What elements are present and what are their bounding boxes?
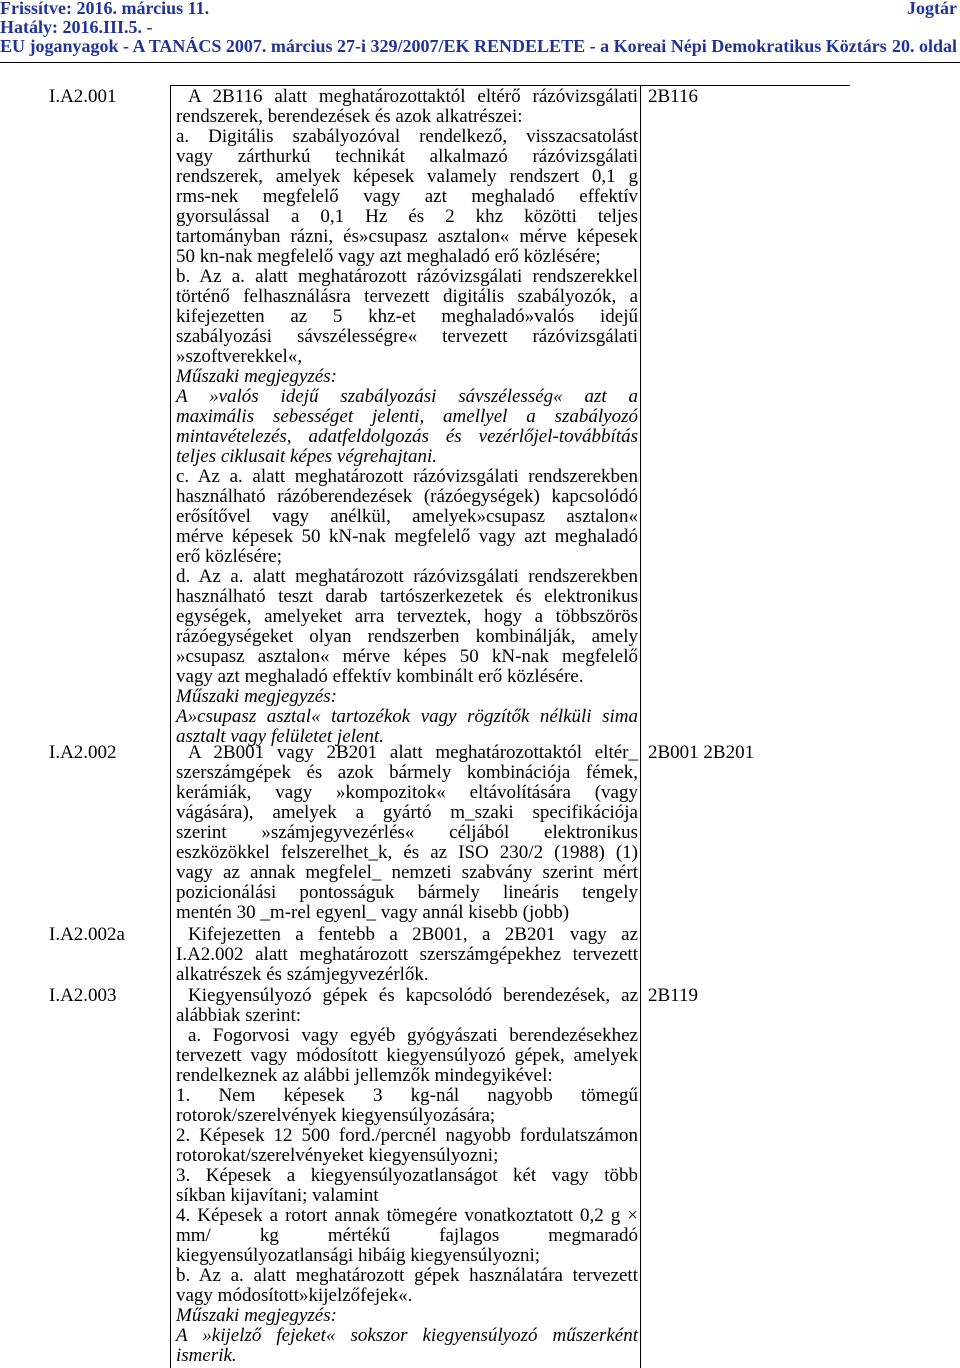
document-title: EU joganyagok - A TANÁCS 2007. március 27-i 329/2007/EK RENDELETE - a Koreai Népi Demokratikus Köztárs [0,37,887,56]
text-line: »szoftverekkel«, [176,346,303,367]
text-line: a. Digitális szabályozóval rendelkező, visszacsatolást [176,126,638,147]
paragraph [176,1266,638,1306]
paragraph [176,743,638,923]
entry-id: I.A2.002a [49,924,125,945]
related-code: 2B116 [648,86,698,107]
text-line: 1. Nem képesek 3 kg-nál nagyobb tömegű [176,1085,638,1106]
text-line: rms-nek megfelelő vagy azt meghaladó effektív [176,186,638,207]
paragraph [176,1206,638,1266]
entry-id: I.A2.003 [49,985,117,1006]
text-line: kiegyensúlyozatlansági hibáig kiegyensúlyozni; [176,1245,541,1266]
text-line: A »kijelző fejeket« sokszor kiegyensúlyozó műszerként [176,1325,638,1346]
text-line: erő közlésére; [176,546,283,567]
entry-id: I.A2.002 [49,742,117,763]
entry-text [176,743,638,923]
paragraph [176,87,638,127]
text-line: vagy azt meghaladó effektív kombinált erő közlésére. [176,666,584,687]
text-line: vagy az annak megfelel_ nemzeti szabvány szerint mért [176,862,638,883]
paragraph [176,1126,638,1166]
text-line: vágására), amelyek a gyártó m_szaki specifikációja [176,802,638,823]
text-line: tervezett vagy módosított kiegyensúlyozó gépek, amelyek [176,1045,638,1066]
text-line: A 2B001 vagy 2B201 alatt meghatározottaktól eltér_ [188,742,638,763]
text-line: 2. Képesek 12 500 ford./percnél nagyobb fordulatszámon [176,1125,638,1146]
paragraph [176,1026,638,1086]
text-line: b. Az a. alatt meghatározott gépek használatára tervezett [176,1265,638,1286]
text-line: tartományban rázni, és»csupasz asztalon« mérve képesek [176,226,638,247]
paragraph [176,267,638,367]
text-line: kifejezetten az 5 khz-et meghaladó»valós idejű [176,306,638,327]
text-line: szerszámgépek és azok bármely kombinációja fémek, [176,762,638,783]
text-line: A»csupasz asztal« tartozékok vagy rögzítők nélküli sima [176,706,638,727]
page-header [0,0,960,56]
text-line: használható rázóberendezések (rázóegységek) kapcsolódó [176,486,638,507]
paragraph [176,1166,638,1206]
text-line: ismerik. [176,1345,237,1366]
text-line: történő felhasználásra tervezett digitális szabályozók, a [176,286,638,307]
text-line: maximális sebességet jelenti, amellyel a szabályozó [176,406,638,427]
text-line: c. Az a. alatt meghatározott rázóvizsgálati rendszerekben [176,466,638,487]
header-divider [0,62,960,63]
paragraph [176,1086,638,1126]
page-number: 20. oldal [891,36,957,56]
text-line: a. Fogorvosi vagy egyéb gyógyászati berendezésekhez [188,1025,638,1046]
text-line: teljes ciklusait képes végrehajtani. [176,446,437,467]
entry-text [176,986,638,1366]
text-line: rázóegységeket olyan rendszerben kombinálják, amely [176,626,638,647]
paragraph [176,925,638,985]
text-line: 50 kn-nak megfelelő vagy azt meghaladó erő közlésére; [176,246,601,267]
text-line: rotorok/szerelvények kiegyensúlyozására; [176,1105,496,1126]
text-line: mm/ kg mértékű fajlagos megmaradó [176,1225,638,1246]
text-line: rendszerek, berendezések és azok alkatrészei: [176,106,523,127]
text-line: 4. Képesek a rotort annak tömegére vonatkoztatott 0,2 g × [176,1205,638,1226]
text-line: asztalt vagy felületet jelent. [176,726,384,747]
text-line: »csupasz asztalon« mérve képes 50 kN-nak megfelelő [176,646,638,667]
text-line: d. Az a. alatt meghatározott rázóvizsgálati rendszerekben [176,566,638,587]
technical-note [176,1326,638,1366]
text-line: alkatrészek és számjegyvezérlők. [176,964,429,985]
effective-date: Hatály: 2016.III.5. - [0,17,153,37]
technical-note-label [176,687,638,707]
header-row-updated [0,0,960,18]
technical-note [176,707,638,747]
text-line: Műszaki megjegyzés: [176,1305,337,1326]
paragraph [176,467,638,567]
entry-id: I.A2.001 [49,86,117,107]
publisher-name: Jogtár [907,0,957,18]
paragraph [176,986,638,1026]
text-line: Műszaki megjegyzés: [176,686,337,707]
text-line: vagy módosított»kijelzőfejek«. [176,1285,413,1306]
text-line: mérve képesek 50 kN-nak megfelelő vagy azt meghaladó [176,526,638,547]
header-row-effective [0,18,960,37]
text-line: kerámiák, vagy »kompozitok« eltávolítására (vagy [176,782,638,803]
text-line: b. Az a. alatt meghatározott rázóvizsgálati rendszerekkel [176,266,638,287]
related-code: 2B119 [648,985,698,1006]
text-line: Műszaki megjegyzés: [176,366,337,387]
text-line: gyorsulással a 0,1 Hz és 2 khz közötti teljes [176,206,638,227]
text-line: rendelkeznek az alábbi jellemzők mindegyikével: [176,1065,553,1086]
text-line: rotorokat/szerelvényeket kiegyensúlyozni; [176,1145,499,1166]
header-row-title [0,37,960,56]
technical-note-label [176,1306,638,1326]
text-line: Kifejezetten a fentebb a 2B001, a 2B201 vagy az [188,924,638,945]
entry-text [176,925,638,985]
paragraph [176,567,638,687]
text-line: pozicionálási pontosságuk bármely lineáris tengely [176,882,638,903]
text-line: alábbiak szerint: [176,1005,302,1026]
updated-date: Frissítve: 2016. március 11. [0,0,210,18]
text-line: vagy zárthurkú technikát alkalmazó rázóvizsgálati [176,146,638,167]
technical-note [176,387,638,467]
text-line: szerint »számjegyvezérlés« céljából elektronikus [176,822,638,843]
text-line: eszközökkel felszerelhet_k, és az ISO 230/2 (1988) (1) [176,842,638,863]
technical-note-label [176,367,638,387]
related-code: 2B001 2B201 [648,742,755,763]
table-column-divider-right [640,85,641,1368]
text-line: használható teszt darab tartószerkezetek és elektronikus [176,586,638,607]
text-line: mentén 30 _m-rel egyenl_ vagy annál kisebb (jobb) [176,902,570,923]
text-line: 3. Képesek a kiegyensúlyozatlanságot két vagy több [176,1165,638,1186]
text-line: erősítővel vagy anélkül, amelyek»csupasz asztalon« [176,506,638,527]
text-line: egységek, amelyeket arra terveztek, hogy a többszörös [176,606,638,627]
text-line: A 2B116 alatt meghatározottaktól eltérő rázóvizsgálati [188,86,638,107]
text-line: A »valós idejű szabályozási sávszélesség« azt a [176,386,638,407]
text-line: szabályozási sávszélességre« tervezett rázóvizsgálati [176,326,638,347]
text-line: Kiegyensúlyozó gépek és kapcsolódó berendezések, az [188,985,638,1006]
text-line: mintavételezés, adatfeldolgozás és vezérlőjel-továbbítás [176,426,638,447]
text-line: rendszerek, amelyek képesek valamely rendszert 0,1 g [176,166,638,187]
text-line: I.A2.002 alatt meghatározott szerszámgépekhez tervezett [176,944,638,965]
entry-text [176,87,638,747]
table-column-divider-left [170,85,171,1368]
paragraph [176,127,638,267]
text-line: síkban kijavítani; valamint [176,1185,379,1206]
